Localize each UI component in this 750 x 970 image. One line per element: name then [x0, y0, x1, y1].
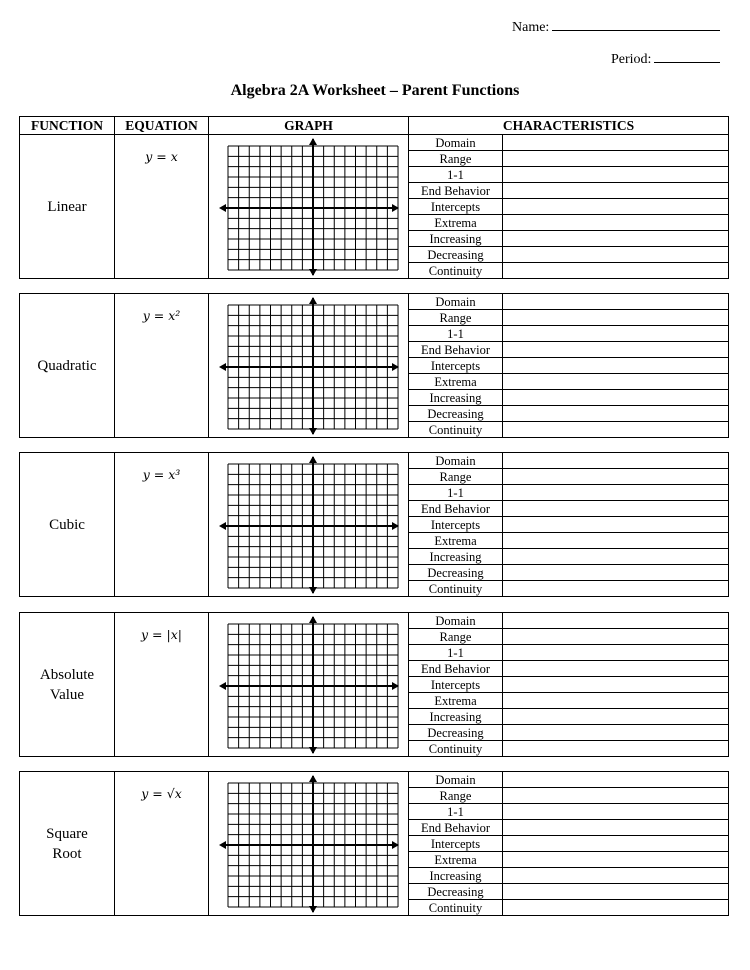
characteristic-answer-field[interactable] — [503, 326, 729, 342]
equation: y = |x| — [141, 627, 182, 642]
characteristic-answer-field[interactable] — [503, 358, 729, 374]
characteristic-row — [409, 247, 728, 263]
equation-cell — [115, 453, 209, 597]
characteristic-answer-field[interactable] — [503, 677, 729, 693]
characteristic-label: Continuity — [409, 581, 503, 597]
characteristic-label: Domain — [409, 294, 503, 310]
characteristic-row — [409, 406, 728, 422]
equation: y = x — [145, 149, 178, 164]
characteristic-row — [409, 884, 728, 900]
characteristic-label: Continuity — [409, 741, 503, 757]
characteristics-table — [409, 135, 728, 278]
characteristic-answer-field[interactable] — [503, 199, 729, 215]
function-row — [20, 772, 729, 916]
characteristic-row — [409, 788, 728, 804]
function-block — [19, 116, 729, 279]
characteristic-label: Continuity — [409, 263, 503, 279]
characteristic-answer-field[interactable] — [503, 310, 729, 326]
function-name — [20, 613, 115, 757]
characteristic-row — [409, 231, 728, 247]
column-header: GRAPH — [209, 117, 409, 135]
characteristics-table — [409, 453, 728, 596]
characteristic-answer-field[interactable] — [503, 469, 729, 485]
characteristic-answer-field[interactable] — [503, 693, 729, 709]
characteristic-label: 1-1 — [409, 167, 503, 183]
characteristic-row — [409, 725, 728, 741]
characteristic-row — [409, 326, 728, 342]
equation: y = x² — [142, 308, 181, 323]
y-axis-down-arrow — [309, 587, 317, 594]
characteristic-answer-field[interactable] — [503, 231, 729, 247]
characteristic-label: Extrema — [409, 533, 503, 549]
characteristic-answer-field[interactable] — [503, 151, 729, 167]
characteristic-answer-field[interactable] — [503, 294, 729, 310]
characteristic-answer-field[interactable] — [503, 581, 729, 597]
characteristic-label: End Behavior — [409, 183, 503, 199]
characteristic-label: Extrema — [409, 852, 503, 868]
characteristic-label: Decreasing — [409, 406, 503, 422]
characteristic-label: Increasing — [409, 868, 503, 884]
y-axis-up-arrow — [309, 138, 317, 145]
characteristic-answer-field[interactable] — [503, 884, 729, 900]
characteristic-row — [409, 390, 728, 406]
characteristic-row — [409, 533, 728, 549]
characteristic-label: Continuity — [409, 422, 503, 438]
characteristic-answer-field[interactable] — [503, 772, 729, 788]
function-name-line: Quadratic — [37, 357, 97, 374]
y-axis-up-arrow — [309, 616, 317, 623]
characteristics-table — [409, 613, 728, 756]
characteristic-label: Extrema — [409, 693, 503, 709]
characteristic-answer-field[interactable] — [503, 852, 729, 868]
x-axis-left-arrow — [219, 522, 226, 530]
y-axis-down-arrow — [309, 747, 317, 754]
characteristic-answer-field[interactable] — [503, 868, 729, 884]
characteristic-label: 1-1 — [409, 645, 503, 661]
characteristic-label: Decreasing — [409, 884, 503, 900]
function-name-line: Value — [49, 686, 85, 703]
characteristic-row — [409, 199, 728, 215]
characteristic-answer-field[interactable] — [503, 613, 729, 629]
characteristic-answer-field[interactable] — [503, 804, 729, 820]
name-field[interactable] — [512, 18, 720, 36]
characteristic-row — [409, 135, 728, 151]
characteristic-row — [409, 613, 728, 629]
characteristic-answer-field[interactable] — [503, 709, 729, 725]
column-header: EQUATION — [115, 117, 209, 135]
characteristics-cell — [409, 613, 729, 757]
characteristic-answer-field[interactable] — [503, 788, 729, 804]
name-label: Name: — [512, 20, 550, 35]
characteristic-answer-field[interactable] — [503, 501, 729, 517]
characteristic-answer-field[interactable] — [503, 661, 729, 677]
characteristic-label: Domain — [409, 772, 503, 788]
characteristic-answer-field[interactable] — [503, 374, 729, 390]
period-blank[interactable] — [654, 50, 720, 63]
characteristic-row — [409, 741, 728, 757]
characteristic-answer-field[interactable] — [503, 533, 729, 549]
characteristic-answer-field[interactable] — [503, 900, 729, 916]
function-block — [19, 452, 729, 597]
characteristic-row — [409, 342, 728, 358]
graph-cell[interactable] — [209, 453, 409, 597]
characteristic-answer-field[interactable] — [503, 820, 729, 836]
graph-cell[interactable] — [209, 613, 409, 757]
characteristic-answer-field[interactable] — [503, 565, 729, 581]
characteristics-cell — [409, 772, 729, 916]
equation-cell — [115, 294, 209, 438]
characteristic-row — [409, 565, 728, 581]
characteristic-label: 1-1 — [409, 804, 503, 820]
coordinate-grid[interactable] — [218, 456, 400, 594]
function-row — [20, 135, 729, 279]
characteristic-label: Domain — [409, 453, 503, 469]
characteristic-answer-field[interactable] — [503, 390, 729, 406]
characteristic-row — [409, 501, 728, 517]
characteristic-answer-field[interactable] — [503, 453, 729, 469]
characteristic-label: Increasing — [409, 231, 503, 247]
function-block — [19, 293, 729, 438]
characteristic-answer-field[interactable] — [503, 183, 729, 199]
function-block — [19, 612, 729, 757]
characteristic-row — [409, 310, 728, 326]
function-name — [20, 453, 115, 597]
function-block — [19, 771, 729, 916]
characteristic-row — [409, 183, 728, 199]
function-name-line: Absolute — [39, 666, 95, 683]
characteristics-cell — [409, 453, 729, 597]
function-name-line: Cubic — [49, 516, 85, 533]
characteristic-row — [409, 820, 728, 836]
characteristic-label: Domain — [409, 613, 503, 629]
characteristic-label: Decreasing — [409, 725, 503, 741]
y-axis-up-arrow — [309, 297, 317, 304]
characteristic-row — [409, 629, 728, 645]
characteristic-label: Range — [409, 151, 503, 167]
characteristic-label: End Behavior — [409, 820, 503, 836]
y-axis-down-arrow — [309, 428, 317, 435]
function-name-line: Linear — [47, 198, 87, 215]
characteristic-label: Increasing — [409, 549, 503, 565]
function-name — [20, 135, 115, 279]
equation-cell — [115, 135, 209, 279]
characteristics-cell — [409, 294, 729, 438]
characteristic-label: Decreasing — [409, 247, 503, 263]
column-header: CHARACTERISTICS — [409, 117, 729, 135]
characteristic-label: Range — [409, 629, 503, 645]
characteristic-label: End Behavior — [409, 501, 503, 517]
function-name — [20, 772, 115, 916]
characteristic-label: 1-1 — [409, 326, 503, 342]
characteristic-row — [409, 517, 728, 533]
characteristic-row — [409, 358, 728, 374]
characteristic-label: Intercepts — [409, 677, 503, 693]
characteristic-answer-field[interactable] — [503, 645, 729, 661]
y-axis-up-arrow — [309, 456, 317, 463]
characteristic-label: Intercepts — [409, 517, 503, 533]
x-axis-left-arrow — [219, 363, 226, 371]
characteristic-label: End Behavior — [409, 661, 503, 677]
x-axis-left-arrow — [219, 204, 226, 212]
characteristic-row — [409, 852, 728, 868]
characteristic-row — [409, 661, 728, 677]
coordinate-grid[interactable] — [218, 297, 400, 435]
function-name-line: Root — [52, 845, 82, 862]
x-axis-left-arrow — [219, 682, 226, 690]
characteristic-answer-field[interactable] — [503, 629, 729, 645]
characteristic-answer-field[interactable] — [503, 485, 729, 501]
coordinate-grid[interactable] — [218, 775, 400, 913]
function-row — [20, 294, 729, 438]
column-header: FUNCTION — [20, 117, 115, 135]
characteristic-label: Intercepts — [409, 836, 503, 852]
name-blank[interactable] — [552, 18, 720, 31]
characteristic-label: 1-1 — [409, 485, 503, 501]
equation: y = √x — [141, 786, 182, 801]
characteristic-row — [409, 677, 728, 693]
characteristic-row — [409, 900, 728, 916]
characteristic-label: End Behavior — [409, 342, 503, 358]
characteristic-answer-field[interactable] — [503, 549, 729, 565]
characteristic-row — [409, 374, 728, 390]
characteristic-label: Domain — [409, 135, 503, 151]
characteristic-row — [409, 485, 728, 501]
characteristic-answer-field[interactable] — [503, 725, 729, 741]
characteristic-answer-field[interactable] — [503, 741, 729, 757]
characteristics-table — [409, 294, 728, 437]
graph-cell[interactable] — [209, 772, 409, 916]
y-axis-down-arrow — [309, 269, 317, 276]
characteristic-row — [409, 804, 728, 820]
characteristic-row — [409, 294, 728, 310]
characteristic-label: Continuity — [409, 900, 503, 916]
characteristic-label: Increasing — [409, 390, 503, 406]
function-name-line: Square — [46, 825, 88, 842]
characteristic-answer-field[interactable] — [503, 342, 729, 358]
characteristic-label: Extrema — [409, 374, 503, 390]
function-row — [20, 613, 729, 757]
function-row — [20, 453, 729, 597]
characteristic-answer-field[interactable] — [503, 263, 729, 279]
characteristic-row — [409, 167, 728, 183]
equation-cell — [115, 772, 209, 916]
characteristic-row — [409, 693, 728, 709]
function-name — [20, 294, 115, 438]
characteristic-label: Range — [409, 310, 503, 326]
characteristic-answer-field[interactable] — [503, 517, 729, 533]
characteristic-label: Range — [409, 788, 503, 804]
characteristic-row — [409, 469, 728, 485]
coordinate-grid[interactable] — [218, 138, 400, 276]
characteristics-table — [409, 772, 728, 915]
characteristics-cell — [409, 135, 729, 279]
period-field[interactable] — [611, 50, 720, 68]
characteristic-label: Intercepts — [409, 358, 503, 374]
characteristic-row — [409, 453, 728, 469]
characteristic-row — [409, 549, 728, 565]
characteristic-answer-field[interactable] — [503, 836, 729, 852]
table-header-row — [20, 117, 729, 135]
characteristic-row — [409, 709, 728, 725]
characteristic-row — [409, 215, 728, 231]
y-axis-down-arrow — [309, 906, 317, 913]
equation: y = x³ — [142, 467, 181, 482]
characteristic-row — [409, 868, 728, 884]
characteristic-answer-field[interactable] — [503, 422, 729, 438]
x-axis-left-arrow — [219, 841, 226, 849]
characteristic-label: Extrema — [409, 215, 503, 231]
characteristic-answer-field[interactable] — [503, 167, 729, 183]
y-axis-up-arrow — [309, 775, 317, 782]
characteristic-row — [409, 581, 728, 597]
characteristic-row — [409, 645, 728, 661]
characteristic-label: Range — [409, 469, 503, 485]
characteristic-answer-field[interactable] — [503, 135, 729, 151]
characteristic-answer-field[interactable] — [503, 215, 729, 231]
coordinate-grid[interactable] — [218, 616, 400, 754]
equation-cell — [115, 613, 209, 757]
characteristic-label: Increasing — [409, 709, 503, 725]
worksheet-title: Algebra 2A Worksheet – Parent Functions — [230, 82, 520, 99]
characteristic-label: Intercepts — [409, 199, 503, 215]
characteristic-answer-field[interactable] — [503, 247, 729, 263]
characteristic-row — [409, 836, 728, 852]
characteristic-row — [409, 422, 728, 438]
graph-cell[interactable] — [209, 135, 409, 279]
characteristic-label: Decreasing — [409, 565, 503, 581]
period-label: Period: — [611, 52, 652, 67]
graph-cell[interactable] — [209, 294, 409, 438]
characteristic-row — [409, 263, 728, 279]
characteristic-row — [409, 772, 728, 788]
characteristic-answer-field[interactable] — [503, 406, 729, 422]
characteristic-row — [409, 151, 728, 167]
